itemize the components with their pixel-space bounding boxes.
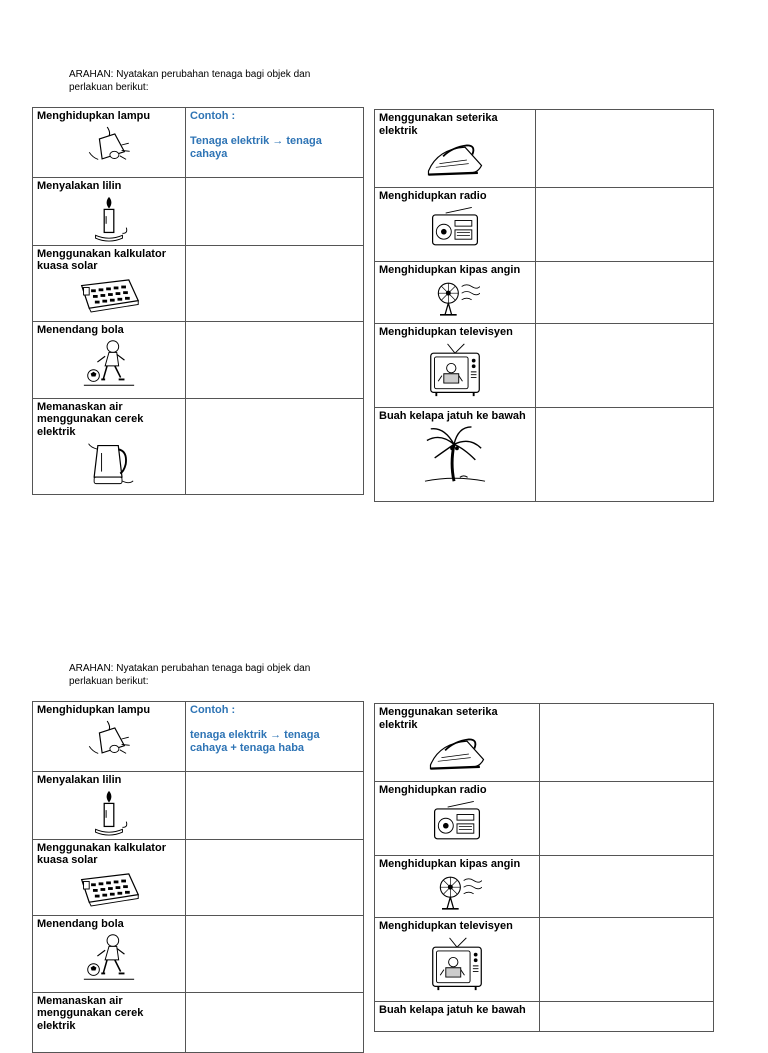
- activity-cell: [33, 772, 186, 840]
- answer-cell[interactable]: [536, 324, 714, 408]
- activity-label: Menggunakan kalkulator kuasa solar: [37, 841, 166, 866]
- activity-label: Menggunakan seterika elektrik: [379, 706, 498, 731]
- left-activity-table: [32, 701, 364, 1053]
- right-activity-table: [374, 109, 714, 502]
- instruction-text: ARAHAN: Nyatakan perubahan tenaga bagi objek dan perlakuan berikut:: [69, 69, 311, 93]
- example-label: Contoh :: [190, 704, 236, 716]
- answer-cell[interactable]: [186, 398, 364, 495]
- activity-cell: [375, 918, 540, 1002]
- activity-cell: [33, 398, 186, 495]
- lamp-icon: [82, 125, 136, 165]
- activity-cell: [375, 408, 536, 502]
- activity-label: Menghidupkan televisyen: [379, 920, 513, 932]
- answer-cell[interactable]: [186, 915, 364, 992]
- iron-icon: [425, 733, 489, 775]
- left-activity-table: [32, 107, 364, 495]
- lamp-icon: [82, 719, 136, 759]
- activity-cell: [375, 110, 536, 188]
- candle-icon: [89, 195, 129, 243]
- activity-label: Memanaskan air menggunakan cerek elektrik: [37, 994, 144, 1032]
- activity-label: Menyalakan lilin: [37, 180, 122, 192]
- radio-icon: [427, 205, 483, 251]
- answer-cell[interactable]: [540, 918, 714, 1002]
- activity-label: Menggunakan seterika elektrik: [379, 112, 498, 137]
- answer-cell[interactable]: [540, 1002, 714, 1032]
- fan-icon: [432, 873, 482, 913]
- activity-label: Menghidupkan radio: [379, 190, 487, 202]
- radio-icon: [429, 799, 485, 845]
- solar-calculator-icon: [76, 275, 142, 315]
- activity-cell: [33, 992, 186, 1052]
- kicking-ball-icon: [80, 932, 138, 982]
- activity-label: Menghidupkan televisyen: [379, 326, 513, 338]
- answer-cell[interactable]: [536, 408, 714, 502]
- answer-cell[interactable]: [186, 178, 364, 246]
- activity-label: Memanaskan air menggunakan cerek elektrik: [37, 400, 144, 438]
- activity-cell: [33, 915, 186, 992]
- activity-cell: [375, 704, 540, 782]
- activity-label: Menendang bola: [37, 323, 124, 336]
- activity-cell: [375, 262, 536, 324]
- activity-label: Menendang bola: [37, 917, 124, 930]
- activity-cell: [33, 702, 186, 772]
- activity-label: Menyalakan lilin: [37, 774, 122, 786]
- activity-cell: [375, 324, 536, 408]
- answer-cell[interactable]: [186, 772, 364, 840]
- example-answer: Tenaga elektrik → tenaga cahaya: [190, 135, 322, 160]
- activity-label: Menghidupkan radio: [379, 784, 487, 796]
- candle-icon: [89, 789, 129, 837]
- example-answer: tenaga elektrik → tenaga cahaya + tenaga haba: [190, 729, 320, 754]
- answer-cell[interactable]: [186, 702, 364, 772]
- solar-calculator-icon: [76, 869, 142, 909]
- iron-icon: [423, 139, 487, 181]
- activity-label: Menghidupkan lampu: [37, 110, 151, 122]
- activity-cell: [375, 856, 540, 918]
- activity-cell: [33, 108, 186, 178]
- electric-kettle-icon: [81, 440, 137, 492]
- activity-cell: [375, 1002, 540, 1032]
- activity-label: Buah kelapa jatuh ke bawah: [379, 410, 526, 422]
- answer-cell[interactable]: [536, 110, 714, 188]
- kicking-ball-icon: [80, 338, 138, 388]
- answer-cell[interactable]: [540, 704, 714, 782]
- activity-cell: [33, 321, 186, 398]
- activity-cell: [375, 782, 540, 856]
- answer-cell[interactable]: [186, 108, 364, 178]
- activity-label: Menghidupkan lampu: [37, 704, 151, 716]
- activity-label: Menggunakan kalkulator kuasa solar: [37, 247, 166, 272]
- activity-label: Menghidupkan kipas angin: [379, 858, 521, 870]
- activity-cell: [33, 178, 186, 246]
- answer-cell[interactable]: [186, 839, 364, 915]
- activity-cell: [33, 245, 186, 321]
- activity-label: Menghidupkan kipas angin: [379, 264, 521, 276]
- fan-icon: [430, 279, 480, 319]
- instruction-text: ARAHAN: Nyatakan perubahan tenaga bagi objek dan perlakuan berikut:: [69, 663, 311, 687]
- activity-label: Buah kelapa jatuh ke bawah: [379, 1004, 526, 1016]
- television-icon: [429, 935, 485, 993]
- coconut-tree-icon: [421, 425, 489, 487]
- answer-cell[interactable]: [536, 188, 714, 262]
- answer-cell[interactable]: [540, 782, 714, 856]
- answer-cell[interactable]: [186, 992, 364, 1052]
- example-label: Contoh :: [190, 110, 236, 122]
- television-icon: [427, 341, 483, 399]
- right-activity-table: [374, 703, 714, 1032]
- activity-cell: [375, 188, 536, 262]
- answer-cell[interactable]: [186, 321, 364, 398]
- answer-cell[interactable]: [186, 245, 364, 321]
- activity-cell: [33, 839, 186, 915]
- answer-cell[interactable]: [536, 262, 714, 324]
- answer-cell[interactable]: [540, 856, 714, 918]
